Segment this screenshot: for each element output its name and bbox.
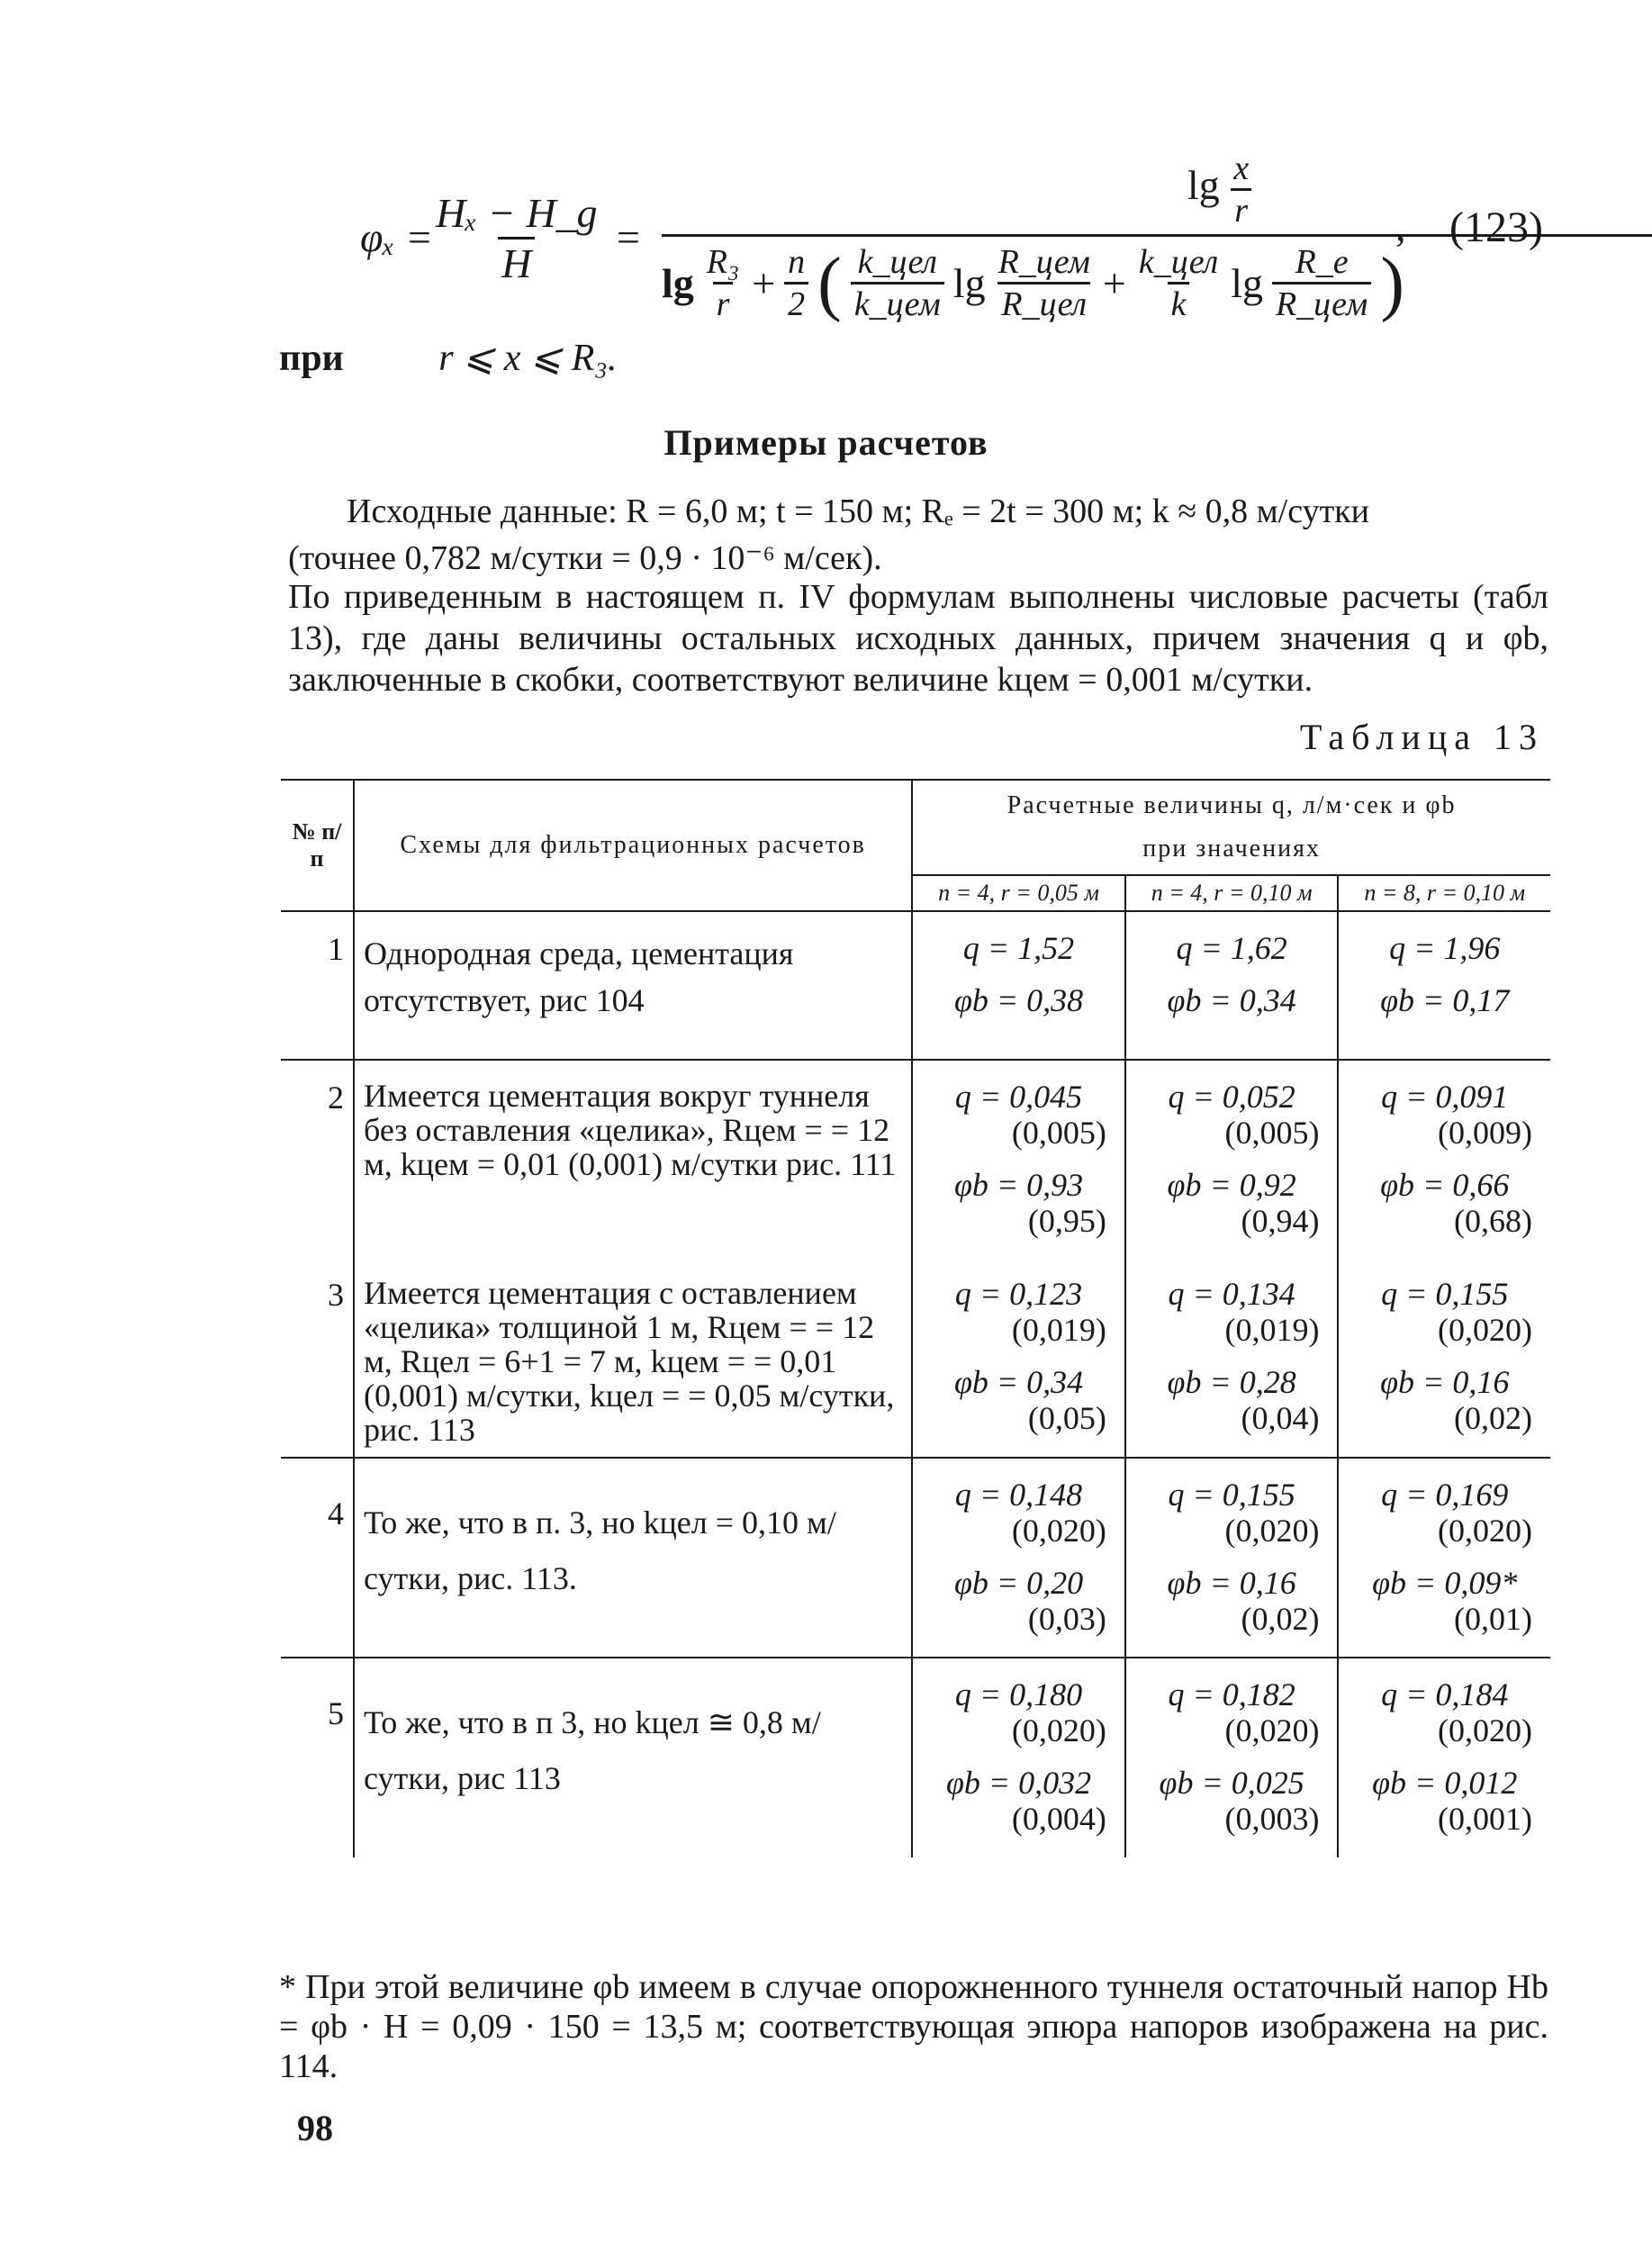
phi-value-alt: (0,68)	[1454, 1203, 1532, 1239]
q-value: q = 0,155	[1381, 1276, 1509, 1312]
cell-n8-r010	[1338, 1458, 1550, 1658]
phi-value-alt: (0,02)	[1454, 1400, 1532, 1436]
formula-head-numerator: Hₓ − H_g	[436, 190, 598, 236]
Re-over-Rcem	[1272, 242, 1371, 324]
formula-number: (123)	[1449, 203, 1543, 251]
q-value-alt: (0,020)	[1438, 1712, 1532, 1748]
q-value-alt: (0,005)	[1224, 1115, 1320, 1151]
phi-value: φb = 0,38	[953, 982, 1084, 1018]
R-cem-symbol: R_цем	[1272, 282, 1371, 324]
paragraph-initial-data: Исходные данные: R = 6,0 м; t = 150 м; Rₑ = 2t = 300 м; k ≈ 0,8 м/сутки	[347, 492, 1369, 530]
cell-n4-r005	[912, 1658, 1125, 1857]
q-value: q = 1,62	[1176, 930, 1287, 966]
table-row	[281, 911, 1550, 1060]
q-value: q = 0,169	[1381, 1477, 1509, 1513]
lg-label: lg	[952, 260, 986, 306]
n-symbol: n	[788, 243, 806, 281]
phi-value: φb = 0,93	[953, 1167, 1084, 1203]
row-number: 4	[327, 1495, 344, 1532]
plus-sign: +	[1102, 260, 1126, 306]
row-scheme: То же, что в п 3, но kцел ≅ 0,8 м/сутки, рис 113	[354, 1658, 912, 1857]
phi-value: φb = 0,17	[1380, 982, 1510, 1018]
phi-value-alt: (0,004)	[1011, 1801, 1106, 1837]
q-value-alt: (0,005)	[1011, 1115, 1106, 1151]
lg-label: lg	[1231, 260, 1263, 306]
header-values-top: Расчетные величины q, л/м·сек и φb	[1007, 791, 1457, 819]
cell-n4-r010	[1125, 1060, 1339, 1260]
formula-lhs: φₓ =	[360, 214, 434, 260]
phi-value-alt: (0,02)	[1241, 1601, 1320, 1637]
q-value: q = 0,134	[1168, 1276, 1295, 1312]
kcel-over-kcem	[851, 242, 944, 324]
header-scheme: Схемы для фильтрационных расчетов	[354, 780, 912, 911]
q-value-alt: (0,020)	[1011, 1513, 1106, 1549]
q-value: q = 0,180	[954, 1676, 1083, 1712]
q-value: q = 0,123	[954, 1276, 1083, 1312]
phi-value: φb = 0,16	[1167, 1565, 1296, 1601]
phi-value: φb = 0,66	[1380, 1167, 1510, 1203]
row-scheme: Однородная среда, цементация отсутствует, рис 104	[354, 911, 912, 1060]
paragraph-precision-note: (точнее 0,782 м/сутки = 0,9 · 10⁻⁶ м/сек).	[288, 539, 882, 577]
paragraph-calculation-description: По приведенным в настоящем п. IV формулам выполнены числовые расчеты (табл 13), где даны величины остальных исходных данных, причем значения q и φb, заключенные в скобки, соответствуют величине kцем = 0,001 м/сутки.	[288, 578, 1548, 699]
R-cem-symbol: R_цем	[998, 243, 1090, 281]
cell-n4-r010	[1125, 1458, 1339, 1658]
R-cel-symbol: R_цел	[998, 282, 1090, 324]
results-table	[281, 779, 1550, 1857]
kcel-over-k	[1135, 242, 1222, 324]
q-value: q = 0,045	[954, 1079, 1083, 1115]
q-value: q = 0,052	[1168, 1079, 1295, 1115]
x-over-r	[1230, 149, 1252, 230]
phi-value: φb = 0,92	[1167, 1167, 1296, 1203]
R3-over-r	[703, 242, 743, 324]
r-symbol: r	[713, 282, 734, 324]
phi-value: φb = 0,025	[1159, 1765, 1304, 1801]
k-cem-symbol: k_цем	[851, 282, 944, 324]
formula-123	[360, 149, 1575, 356]
phi-value: φb = 0,34	[1167, 982, 1296, 1018]
row-scheme: То же, что в п. 3, но kцел = 0,10 м/сутки, рис. 113.	[354, 1458, 912, 1658]
q-value: q = 0,184	[1381, 1676, 1509, 1712]
k-cel-symbol: k_цел	[857, 243, 937, 281]
cell-n4-r010	[1125, 911, 1339, 1060]
q-value: q = 1,96	[1389, 930, 1501, 966]
header-values-sub: при значениях	[1142, 835, 1321, 863]
phi-value-alt: (0,95)	[1027, 1203, 1106, 1239]
k-cel-symbol: k_цел	[1138, 243, 1219, 281]
phi-value: φb = 0,09*	[1372, 1565, 1518, 1601]
table-row	[281, 1658, 1550, 1857]
subheader-n4-r005: n = 4, r = 0,05 м	[912, 875, 1125, 911]
n-over-2	[784, 242, 808, 324]
table-caption: Таблица 13	[1299, 717, 1544, 757]
cell-n4-r005	[912, 1458, 1125, 1658]
k-symbol: k	[1168, 282, 1190, 324]
phi-value: φb = 0,012	[1372, 1765, 1518, 1801]
R-e-symbol: R_e	[1295, 243, 1349, 281]
table-header-row	[281, 780, 1550, 875]
cell-n8-r010	[1338, 1060, 1550, 1260]
q-value-alt: (0,020)	[1438, 1513, 1532, 1549]
cell-n8-r010	[1338, 1658, 1550, 1857]
phi-value-alt: (0,001)	[1438, 1801, 1532, 1837]
Rcem-over-Rcel	[995, 242, 1094, 324]
paren-close: )	[1380, 243, 1404, 323]
plus-sign: +	[752, 260, 776, 306]
q-value-alt: (0,019)	[1011, 1312, 1106, 1348]
q-value: q = 0,091	[1381, 1079, 1509, 1115]
q-value-alt: (0,009)	[1438, 1115, 1532, 1151]
row-scheme: Имеется цементация с оставлением «целика» толщиной 1 м, Rцем = = 12 м, Rцел = 6+1 = 7 м, kцем = = 0,01 (0,001) м/сутки, kцел = = 0,05 м/сутки, рис. 113	[354, 1260, 912, 1458]
q-value-alt: (0,020)	[1011, 1712, 1106, 1748]
q-value: q = 0,148	[954, 1477, 1083, 1513]
page-number: 98	[297, 2108, 333, 2148]
table-row	[281, 1060, 1550, 1260]
q-value: q = 1,52	[962, 930, 1075, 966]
cell-n8-r010	[1338, 1260, 1550, 1458]
cell-n8-r010	[1338, 911, 1550, 1060]
row-number: 5	[327, 1695, 344, 1731]
phi-value: φb = 0,032	[945, 1765, 1092, 1801]
q-value-alt: (0,020)	[1224, 1712, 1320, 1748]
condition-word: при	[279, 338, 344, 379]
cell-n4-r005	[912, 911, 1125, 1060]
x-symbol: x	[1233, 149, 1250, 187]
r-symbol: r	[1231, 188, 1251, 230]
R3-symbol: R₃	[706, 243, 740, 281]
cell-n4-r010	[1125, 1260, 1339, 1458]
footnote: * При этой величине φb имеем в случае опорожненного туннеля остаточный напор Hb = φb · H = 0,09 · 150 = 13,5 м; соответствующая эпюра напоров изображена на рис. 114.	[279, 1968, 1548, 2085]
phi-value-alt: (0,01)	[1454, 1601, 1532, 1637]
phi-value-alt: (0,05)	[1027, 1400, 1106, 1436]
q-value: q = 0,155	[1168, 1477, 1295, 1513]
formula-equals: =	[617, 214, 640, 260]
q-value-alt: (0,020)	[1224, 1513, 1320, 1549]
q-value: q = 0,182	[1168, 1676, 1295, 1712]
two-symbol: 2	[784, 282, 808, 324]
table-row	[281, 1458, 1550, 1658]
row-number: 1	[327, 931, 344, 967]
phi-value-alt: (0,04)	[1241, 1400, 1320, 1436]
condition-range: r ⩽ x ⩽ R₃.	[438, 338, 618, 379]
lg-label: lg	[1187, 162, 1220, 209]
phi-value-alt: (0,94)	[1241, 1203, 1320, 1239]
row-scheme: Имеется цементация вокруг туннеля без оставления «целика», Rцем = = 12 м, kцем = 0,01 (0,001) м/сутки рис. 111	[354, 1060, 912, 1260]
header-number: № п/п	[292, 818, 342, 872]
table-row	[281, 1260, 1550, 1458]
phi-value-alt: (0,03)	[1027, 1601, 1106, 1637]
paren-open: (	[817, 243, 842, 323]
formula-comma: ,	[1395, 203, 1406, 249]
section-heading: Примеры расчетов	[664, 422, 988, 463]
header-values	[912, 780, 1550, 875]
formula-condition	[279, 335, 617, 380]
lg-label: lg	[662, 260, 694, 306]
phi-value: φb = 0,28	[1167, 1364, 1296, 1400]
row-number: 3	[327, 1277, 344, 1313]
subheader-n4-r010: n = 4, r = 0,10 м	[1125, 875, 1339, 911]
formula-fraction-head	[432, 189, 601, 287]
phi-value-alt: (0,003)	[1224, 1801, 1320, 1837]
phi-value: φb = 0,20	[953, 1565, 1084, 1601]
cell-n4-r005	[912, 1260, 1125, 1458]
phi-value: φb = 0,34	[953, 1364, 1084, 1400]
q-value-alt: (0,019)	[1224, 1312, 1320, 1348]
row-number: 2	[327, 1080, 344, 1116]
cell-n4-r010	[1125, 1658, 1339, 1857]
subheader-n8-r010: n = 8, r = 0,10 м	[1338, 875, 1550, 911]
cell-n4-r005	[912, 1060, 1125, 1260]
q-value-alt: (0,020)	[1438, 1312, 1532, 1348]
formula-head-denominator: H	[498, 237, 535, 287]
phi-value: φb = 0,16	[1380, 1364, 1510, 1400]
